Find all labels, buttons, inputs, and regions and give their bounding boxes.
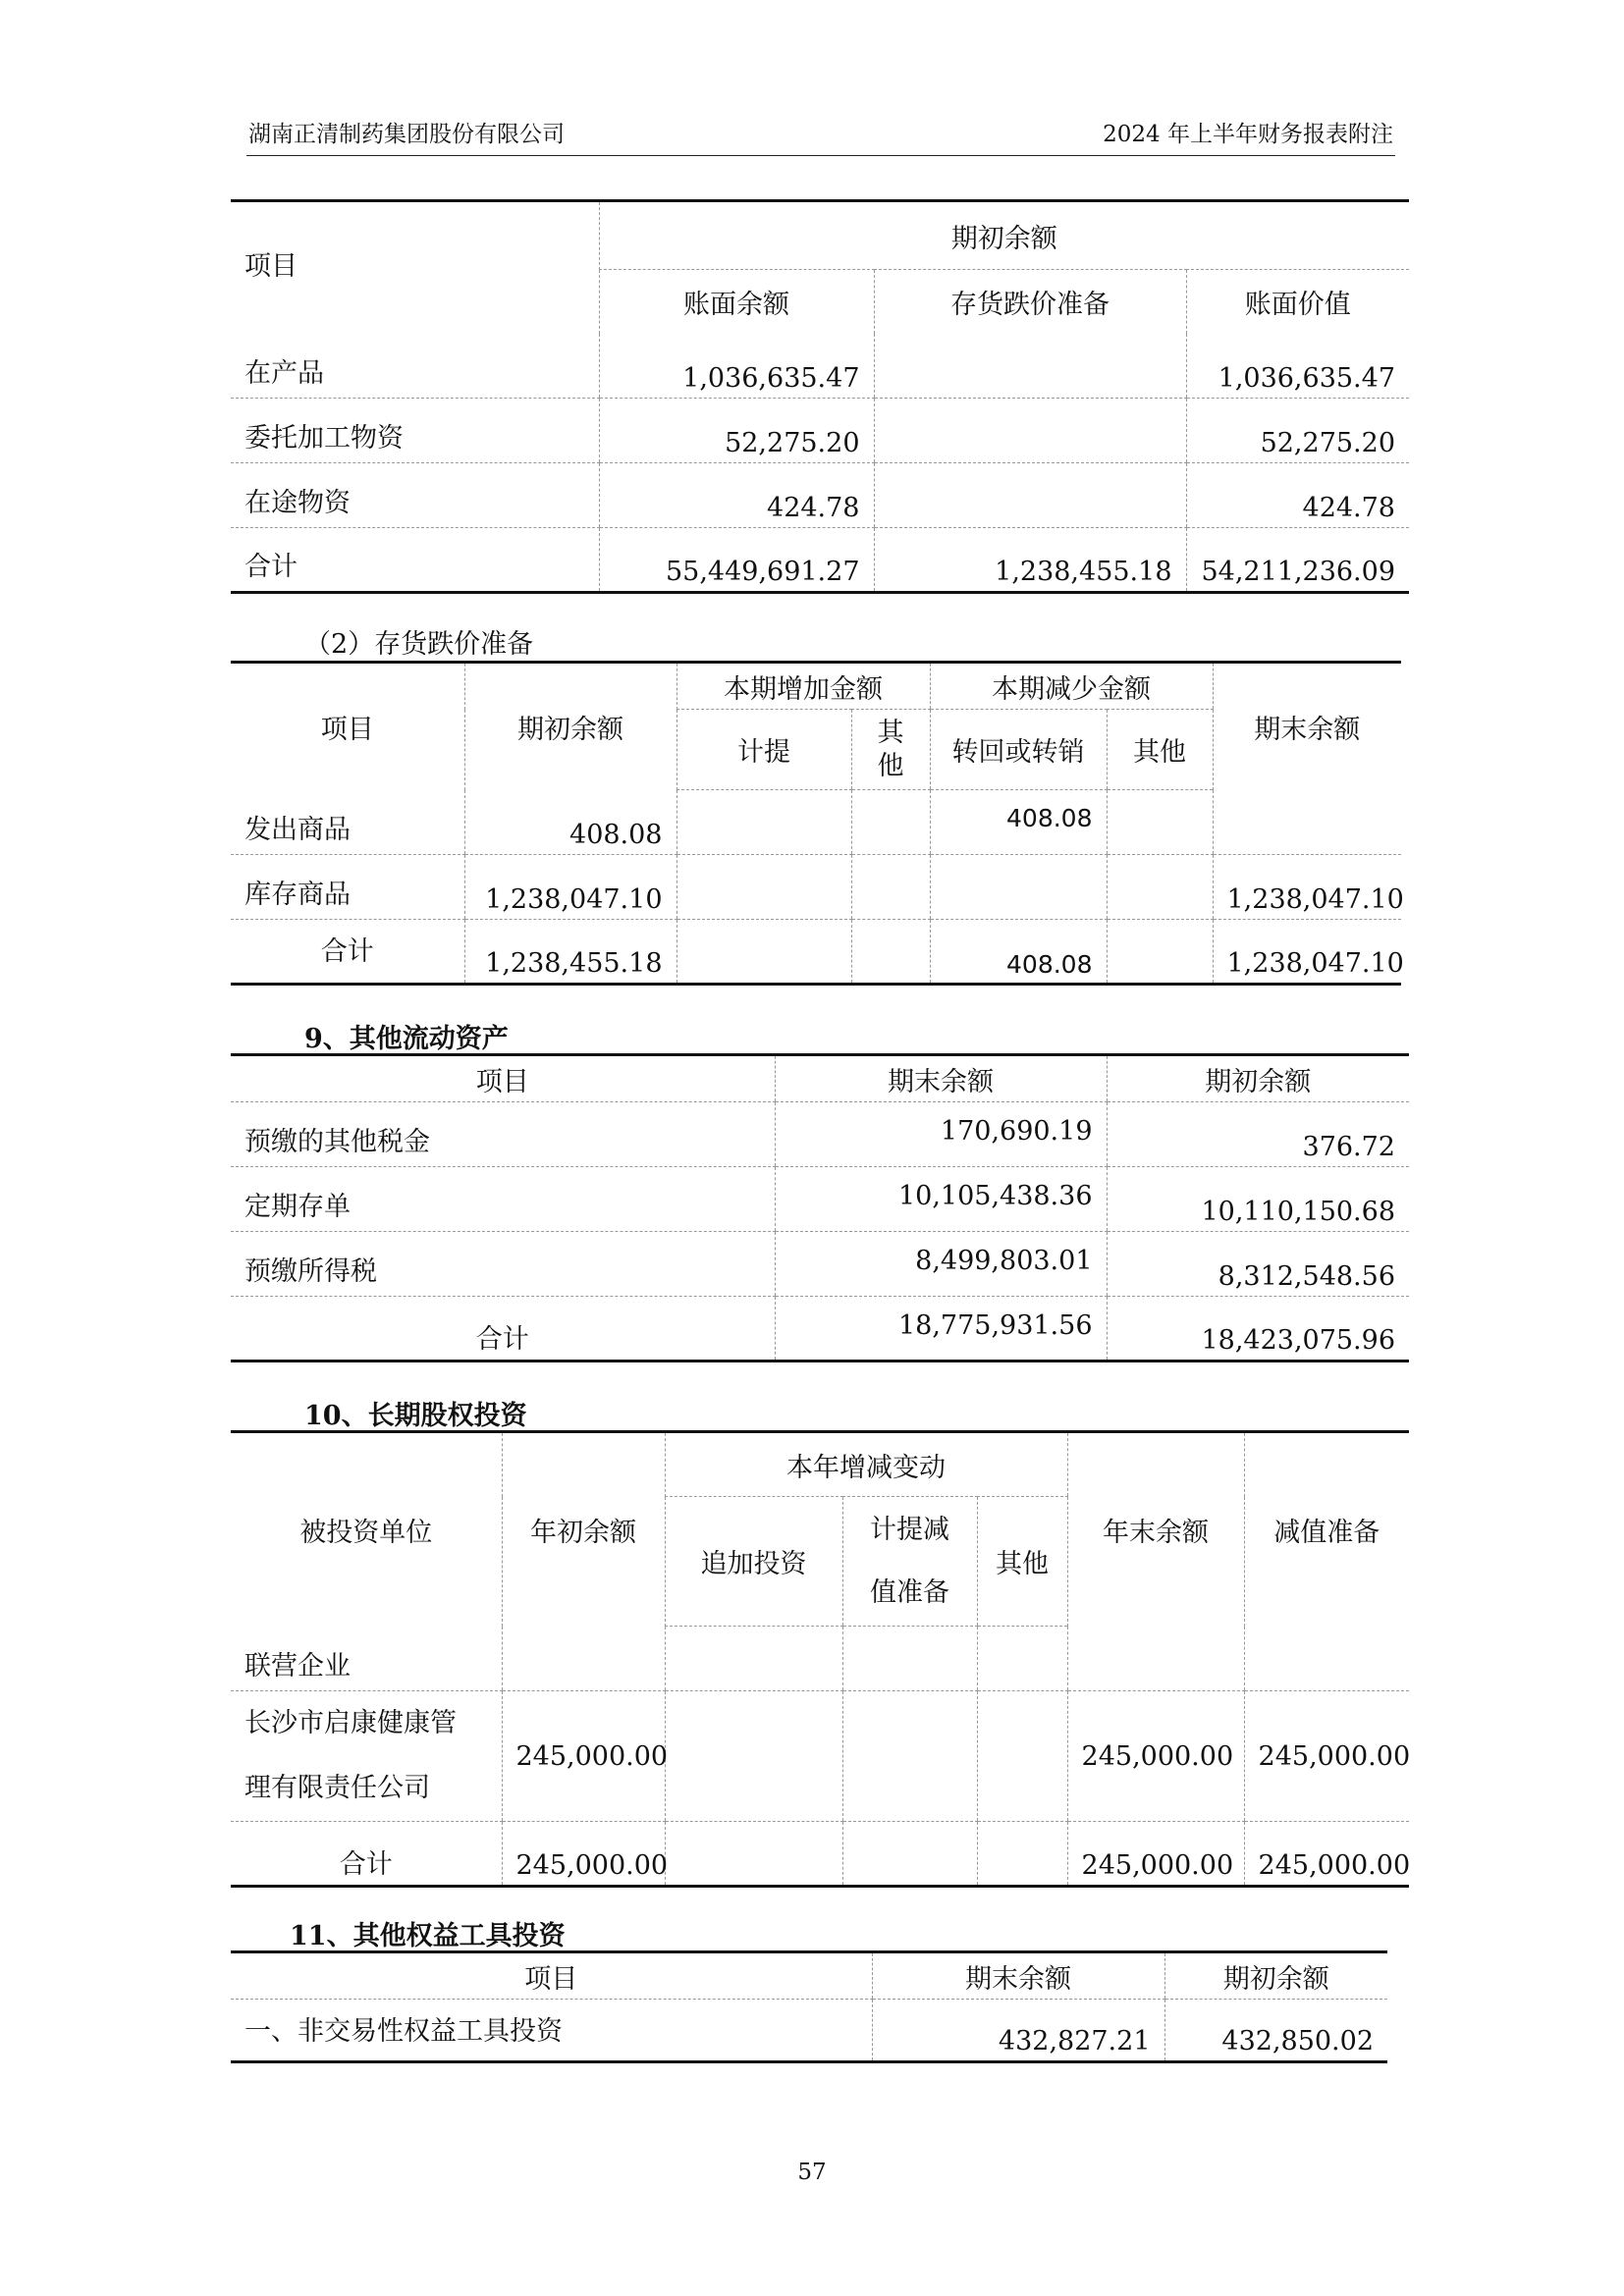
row-dec-other (1107, 855, 1213, 920)
t2-opening-header: 期初余额 (464, 663, 677, 790)
row-opening: 408.08 (464, 790, 677, 855)
t2-reversal-header: 转回或转销 (930, 710, 1107, 790)
row-value: 424.78 (1186, 463, 1409, 528)
row-value: 54,211,236.09 (1186, 528, 1409, 593)
row-inc-other (851, 920, 930, 985)
row-inc-other (851, 855, 930, 920)
row-closing: 245,000.00 (1067, 1691, 1244, 1822)
t4-title: 10、长期股权投资 (304, 1401, 527, 1431)
table-row (231, 1102, 1409, 1167)
table-row (231, 1167, 1409, 1232)
t4-change-header: 本年增减变动 (665, 1432, 1067, 1497)
t4-impairment-accrual-line1: 计提减 (870, 1514, 949, 1545)
t1-col-value: 账面价值 (1186, 270, 1409, 334)
row-name: 在产品 (231, 334, 599, 399)
row-reversal: 408.08 (930, 920, 1107, 985)
row-opening: 245,000.00 (502, 1691, 665, 1822)
row-name: 合计 (320, 936, 374, 967)
t1-col-book: 账面余额 (599, 270, 874, 334)
t5-title: 11、其他权益工具投资 (290, 1921, 566, 1951)
t2-inc-other-header: 其他 (851, 710, 930, 790)
row-opening: 376.72 (1107, 1102, 1409, 1167)
row-opening: 432,850.02 (1164, 2000, 1387, 2062)
row-accrual (677, 855, 851, 920)
table-row (231, 463, 1409, 528)
t4-opening-header: 年初余额 (502, 1432, 665, 1627)
row-value: 52,275.20 (1186, 399, 1409, 463)
table-row (231, 1822, 1409, 1887)
row-impairment: 245,000.00 (1244, 1691, 1409, 1822)
row-opening: 8,312,548.56 (1107, 1232, 1409, 1297)
long-term-equity-table (231, 1430, 1409, 1888)
t3-opening-header: 期初余额 (1107, 1055, 1409, 1102)
row-closing: 170,690.19 (775, 1102, 1107, 1167)
t5-item-header: 项目 (231, 1952, 872, 2000)
row-opening: 18,423,075.96 (1107, 1297, 1409, 1362)
row-name: 一、非交易性权益工具投资 (244, 2016, 563, 2047)
company-name-cell (231, 1691, 502, 1822)
page-number: 57 (797, 2160, 827, 2185)
row-closing (1213, 790, 1401, 855)
row-dec-other (1107, 790, 1213, 855)
row-accrual (677, 920, 851, 985)
other-current-assets-table (231, 1053, 1409, 1362)
t3-closing-header: 期末余额 (775, 1055, 1107, 1102)
t2-provision-header: 计提 (677, 710, 851, 790)
table-row (231, 790, 1401, 855)
inventory-opening-table (231, 199, 1409, 594)
row-name: 预缴的其他税金 (231, 1102, 775, 1167)
t2-title: （2）存货跌价准备 (304, 629, 534, 660)
t5-closing-header: 期末余额 (872, 1952, 1164, 2000)
row-book: 55,449,691.27 (599, 528, 874, 593)
row-book: 52,275.20 (599, 399, 874, 463)
t4-add-invest-header: 追加投资 (665, 1497, 842, 1627)
t1-group-header: 期初余额 (599, 201, 1409, 270)
table-row (231, 1627, 1409, 1691)
t2-item-header: 项目 (320, 714, 374, 745)
t2-increase-header: 本期增加金额 (677, 663, 930, 710)
company-name: 湖南正清制药集团股份有限公司 (248, 122, 565, 147)
row-closing: 432,827.21 (872, 2000, 1164, 2062)
table-row (231, 528, 1409, 593)
row-opening: 10,110,150.68 (1107, 1167, 1409, 1232)
company-name-line1: 长沙市启康健康管 (244, 1708, 457, 1738)
row-opening: 1,238,047.10 (464, 855, 677, 920)
row-closing: 10,105,438.36 (775, 1167, 1107, 1232)
table-row (231, 1691, 1409, 1822)
t4-closing-header: 年末余额 (1067, 1432, 1244, 1627)
row-name: 预缴所得税 (231, 1232, 775, 1297)
table-row (231, 920, 1401, 985)
t2-decrease-header: 本期减少金额 (930, 663, 1213, 710)
row-name: 库存商品 (231, 855, 464, 920)
row-opening: 1,238,455.18 (464, 920, 677, 985)
row-name: 委托加工物资 (231, 399, 599, 463)
t1-item-header: 项目 (244, 251, 298, 283)
t4-impairment-accrual-header (842, 1497, 977, 1627)
row-provision (874, 334, 1186, 399)
row-opening: 245,000.00 (502, 1822, 665, 1887)
table-row (231, 855, 1401, 920)
row-closing: 245,000.00 (1067, 1822, 1244, 1887)
table-row (231, 1232, 1409, 1297)
row-closing: 1,238,047.10 (1213, 855, 1401, 920)
t2-closing-header: 期末余额 (1213, 663, 1401, 790)
row-name: 发出商品 (231, 790, 464, 855)
table-row (231, 2000, 1387, 2062)
page-header (246, 116, 1395, 156)
t2-dec-other-header: 其他 (1107, 710, 1213, 790)
t4-other-header: 其他 (977, 1497, 1067, 1627)
t1-col-provision: 存货跌价准备 (874, 270, 1186, 334)
row-provision (874, 463, 1186, 528)
row-name: 合计 (244, 552, 298, 582)
t5-opening-header: 期初余额 (1164, 1952, 1387, 2000)
row-name: 合计 (475, 1324, 529, 1355)
t4-investee-header: 被投资单位 (299, 1517, 433, 1548)
row-provision: 1,238,455.18 (874, 528, 1186, 593)
row-book: 1,036,635.47 (599, 334, 874, 399)
category-name: 联营企业 (231, 1627, 502, 1691)
row-book: 424.78 (599, 463, 874, 528)
row-dec-other (1107, 920, 1213, 985)
t4-impairment-header: 减值准备 (1244, 1432, 1409, 1627)
row-name: 定期存单 (231, 1167, 775, 1232)
row-provision (874, 399, 1186, 463)
other-equity-instruments-table (231, 1950, 1387, 2063)
row-closing: 18,775,931.56 (775, 1297, 1107, 1362)
row-impairment: 245,000.00 (1244, 1822, 1409, 1887)
row-name: 在途物资 (231, 463, 599, 528)
row-closing: 1,238,047.10 (1213, 920, 1401, 985)
t3-item-header: 项目 (231, 1055, 775, 1102)
report-title: 2024 年上半年财务报表附注 (1103, 122, 1393, 147)
row-accrual (677, 790, 851, 855)
company-name-line2: 理有限责任公司 (244, 1773, 430, 1803)
row-reversal (930, 855, 1107, 920)
table-row (231, 399, 1409, 463)
row-inc-other (851, 790, 930, 855)
table-row (231, 1297, 1409, 1362)
row-name: 合计 (339, 1849, 393, 1880)
row-value: 1,036,635.47 (1186, 334, 1409, 399)
t3-title: 9、其他流动资产 (304, 1024, 509, 1054)
inventory-provision-table (231, 661, 1404, 986)
table-row (231, 334, 1409, 399)
row-reversal: 408.08 (930, 790, 1107, 855)
t4-impairment-accrual-line2: 值准备 (870, 1576, 949, 1608)
row-closing: 8,499,803.01 (775, 1232, 1107, 1297)
